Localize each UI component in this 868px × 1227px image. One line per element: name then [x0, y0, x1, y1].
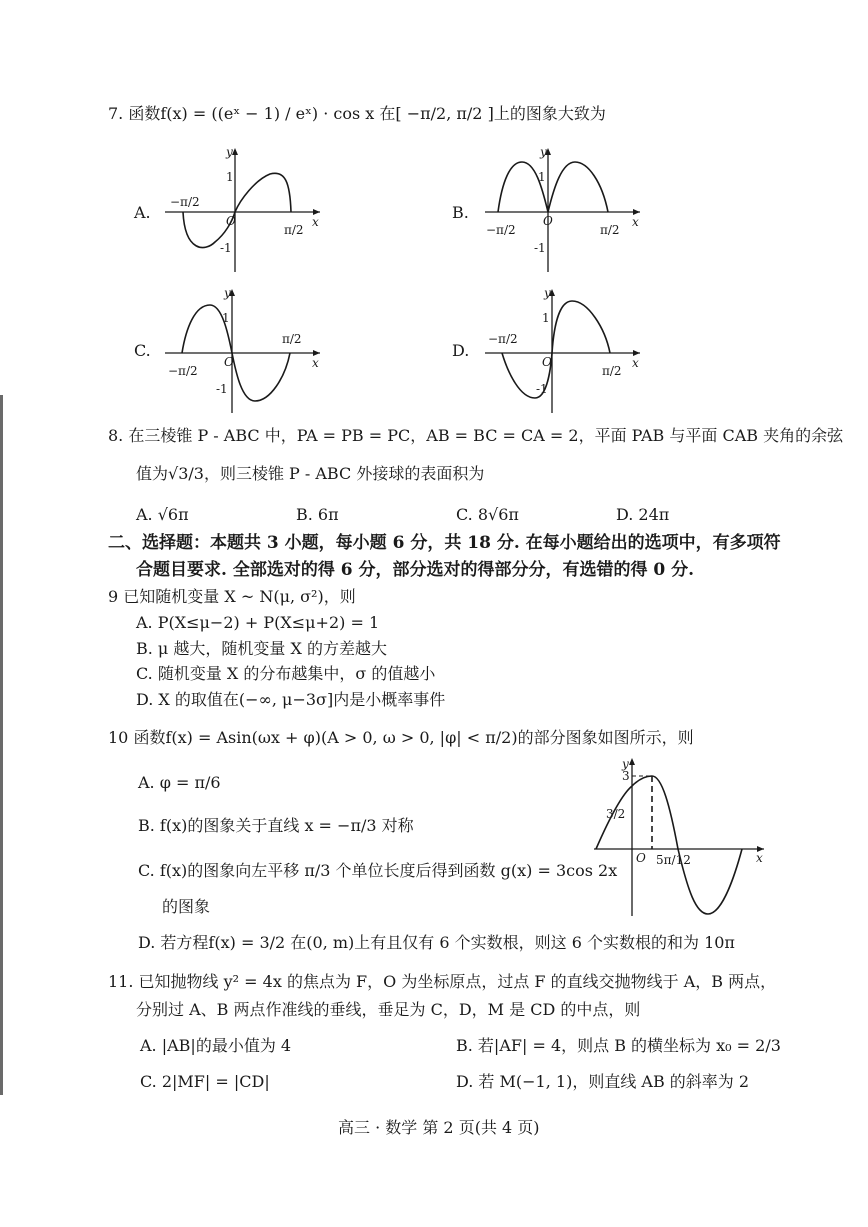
q8-option-b: B. 6π — [296, 505, 339, 524]
q7-option-a-letter: A. — [134, 203, 151, 222]
q8-option-c: C. 8√6π — [456, 505, 519, 524]
graph-a-one: 1 — [226, 170, 234, 184]
section2-line1: 二、选择题：本题共 3 小题，每小题 6 分，共 18 分. 在每小题给出的选项中，有多项符 — [108, 533, 781, 553]
section2-line2: 合题目要求. 全部选对的得 6 分，部分选对的得部分分，有选错的得 0 分. — [136, 560, 695, 580]
q7-option-d-letter: D. — [452, 341, 470, 360]
graph-d-one: 1 — [542, 311, 550, 325]
q10-graph-y-label: y — [622, 757, 629, 771]
q11-option-b: B. 若|AF| = 4，则点 B 的横坐标为 x₀ = 2/3 — [456, 1036, 781, 1055]
graph-c-origin: O — [224, 355, 234, 369]
q11-line2: 分别过 A、B 两点作准线的垂线，垂足为 C，D，M 是 CD 的中点，则 — [136, 1000, 641, 1019]
q7-stem: 7. 函数f(x) = ((eˣ − 1) / eˣ) · cos x 在[ −π/2, π/2 ]上的图象大致为 — [108, 104, 606, 123]
q7-option-c-letter: C. — [134, 341, 151, 360]
graph-c-y-label: y — [224, 286, 231, 300]
q9-option-c: C. 随机变量 X 的分布越集中，σ 的值越小 — [136, 664, 436, 683]
graph-a-neg-half-pi: −π/2 — [170, 195, 200, 209]
q10-option-c1: C. f(x)的图象向左平移 π/3 个单位长度后得到函数 g(x) = 3cos 2x — [138, 861, 618, 880]
q9-option-a: A. P(X≤μ−2) + P(X≤μ+2) = 1 — [136, 613, 380, 632]
graph-b-one: 1 — [538, 170, 546, 184]
graph-b-y-label: y — [540, 145, 547, 159]
q7-graph-d — [480, 283, 650, 418]
graph-c-neg-one: -1 — [216, 382, 228, 396]
graph-c-one: 1 — [222, 311, 230, 325]
q7-option-b-letter: B. — [452, 203, 469, 222]
q9-option-d: D. X 的取值在(−∞, μ−3σ]内是小概率事件 — [136, 690, 446, 709]
q11-option-a: A. |AB|的最小值为 4 — [140, 1036, 292, 1055]
graph-d-neg-one: -1 — [536, 382, 548, 396]
q10-option-b: B. f(x)的图象关于直线 x = −π/3 对称 — [138, 816, 414, 835]
q10-graph-origin: O — [636, 851, 646, 865]
graph-d-neg-half-pi: −π/2 — [488, 332, 518, 346]
page-footer: 高三 · 数学 第 2 页(共 4 页) — [338, 1118, 540, 1137]
q8-line1: 8. 在三棱锥 P - ABC 中，PA = PB = PC，AB = BC = CA = 2，平面 PAB 与平面 CAB 夹角的余弦 — [108, 426, 844, 445]
q9-option-b: B. μ 越大，随机变量 X 的方差越大 — [136, 639, 387, 658]
graph-c-x-label: x — [312, 356, 319, 370]
q11-option-c: C. 2|MF| = |CD| — [140, 1072, 270, 1091]
graph-c-neg-half-pi: −π/2 — [168, 364, 198, 378]
q10-option-d: D. 若方程f(x) = 3/2 在(0, m)上有且仅有 6 个实数根，则这 6 个实数根的和为 10π — [138, 933, 735, 952]
graph-a-neg-one: -1 — [220, 241, 232, 255]
q11-line1: 11. 已知抛物线 y² = 4x 的焦点为 F，O 为坐标原点，过点 F 的直线交抛物线于 A，B 两点， — [108, 972, 777, 991]
q11-option-d: D. 若 M(−1, 1)，则直线 AB 的斜率为 2 — [456, 1072, 750, 1091]
q7-graph-a — [160, 142, 330, 277]
q10-option-c2: 的图象 — [162, 897, 211, 916]
q8-line2: 值为√3/3，则三棱锥 P - ABC 外接球的表面积为 — [136, 464, 485, 483]
graph-b-neg-half-pi: −π/2 — [486, 223, 516, 237]
scan-edge — [0, 395, 3, 1095]
graph-d-half-pi: π/2 — [602, 364, 622, 378]
graph-b-neg-one: -1 — [534, 241, 546, 255]
graph-b-origin: O — [543, 214, 553, 228]
graph-b-half-pi: π/2 — [600, 223, 620, 237]
q10-graph — [592, 756, 768, 921]
q10-graph-three-half: 3/2 — [606, 807, 626, 821]
q7-graph-c — [160, 283, 330, 418]
q10-graph-three: 3 — [622, 769, 630, 783]
q9-stem: 9 已知随机变量 X ~ N(μ, σ²)，则 — [108, 587, 356, 606]
q8-option-a: A. √6π — [136, 505, 189, 524]
graph-b-x-label: x — [632, 215, 639, 229]
graph-d-origin: O — [542, 355, 552, 369]
graph-d-x-label: x — [632, 356, 639, 370]
q10-graph-five-pi-12: 5π/12 — [656, 853, 691, 867]
graph-a-y-label: y — [226, 145, 233, 159]
q10-graph-x-label: x — [756, 851, 763, 865]
q10-option-a: A. φ = π/6 — [138, 773, 221, 792]
q8-option-d: D. 24π — [616, 505, 670, 524]
q10-stem: 10 函数f(x) = Asin(ωx + φ)(A > 0, ω > 0, |φ| < π/2)的部分图象如图所示，则 — [108, 728, 694, 747]
graph-a-origin: O — [226, 214, 236, 228]
graph-a-x-label: x — [312, 215, 319, 229]
graph-c-half-pi: π/2 — [282, 332, 302, 346]
graph-a-half-pi: π/2 — [284, 223, 304, 237]
graph-d-y-label: y — [544, 286, 551, 300]
q7-graph-b — [480, 142, 650, 277]
